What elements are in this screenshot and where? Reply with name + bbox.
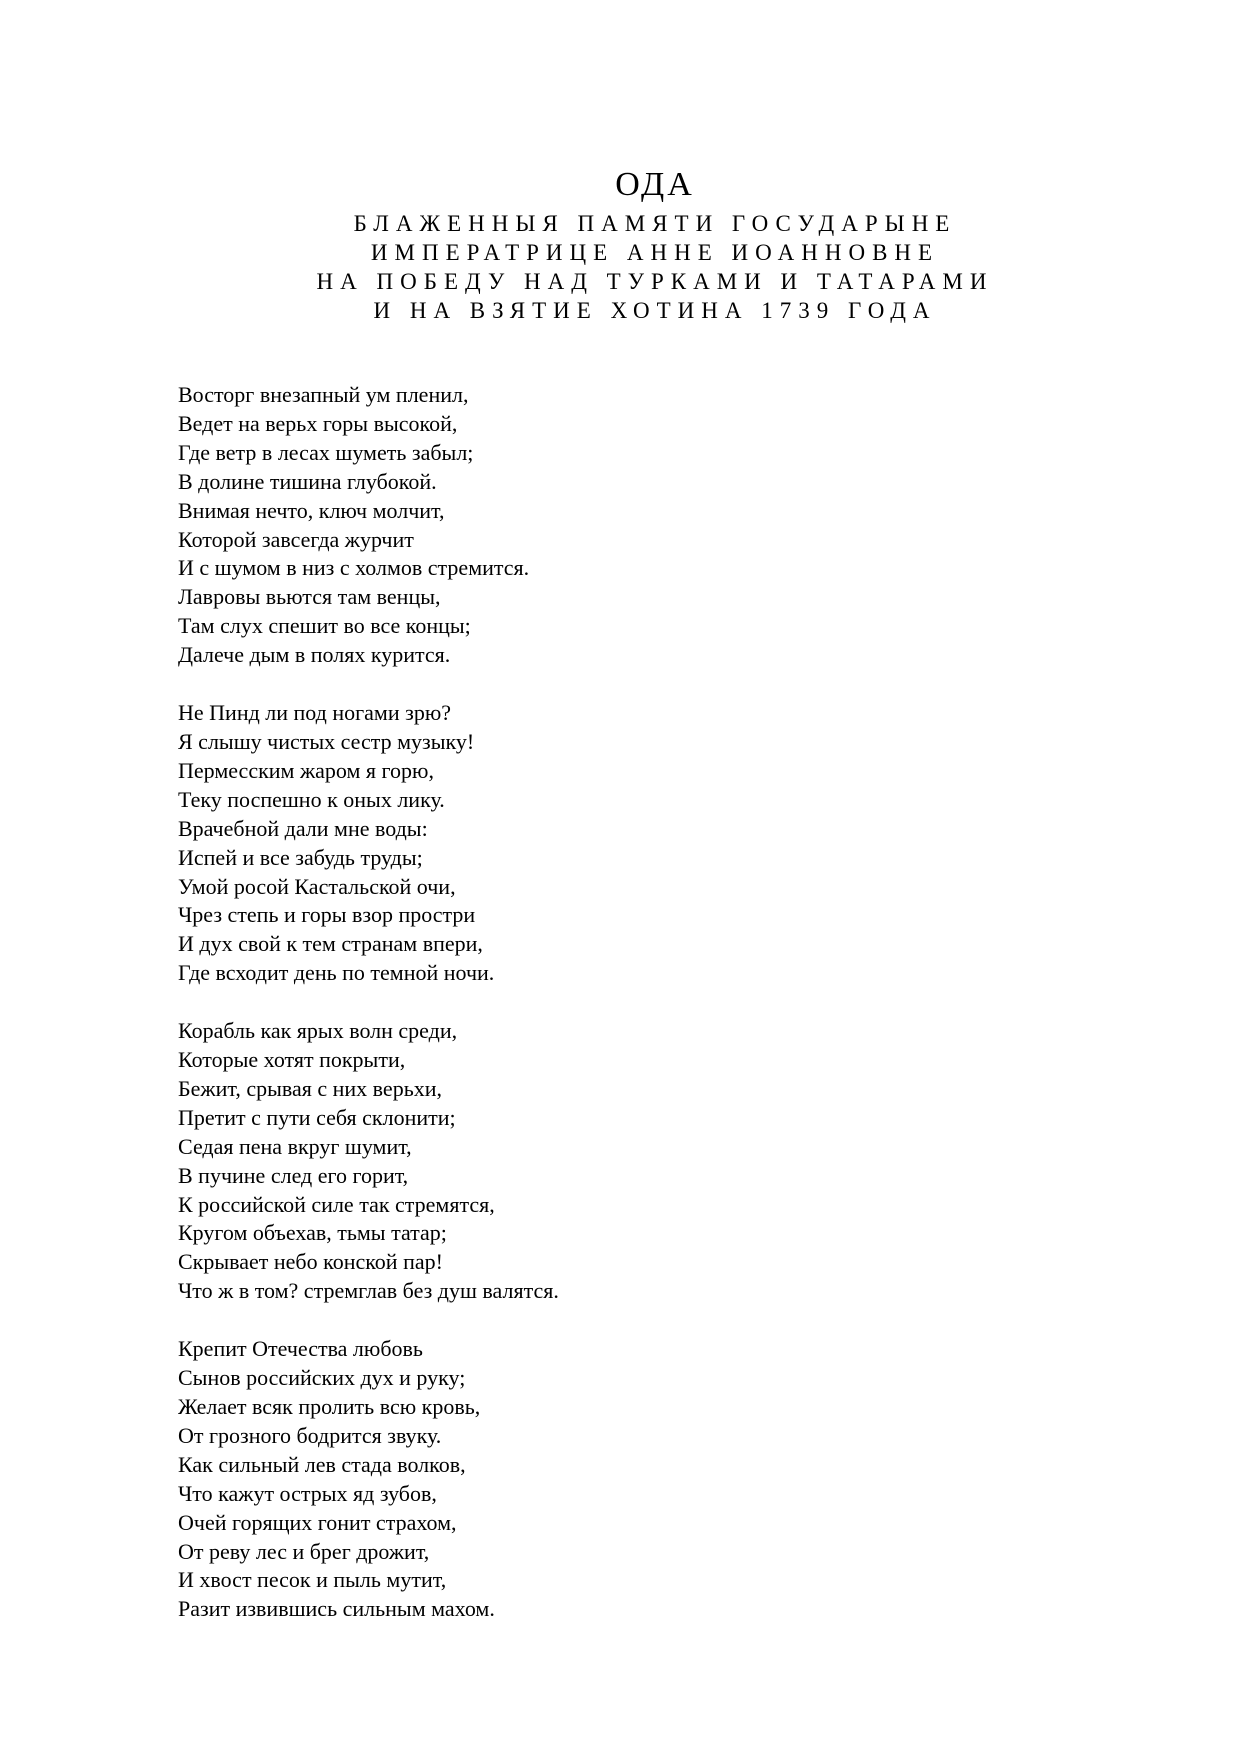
poem-line: Кругом объехав, тьмы татар; <box>178 1220 447 1246</box>
stanza-3 <box>178 1017 1078 1306</box>
poem-line: Ведет на верьх горы высокой, <box>178 410 458 436</box>
poem-line: Далече дым в полях курится. <box>178 642 451 668</box>
page-title: ОДА <box>615 166 695 203</box>
subtitle-line: БЛАЖЕННЫЯ ПАМЯТИ ГОСУДАРЫНЕ <box>353 211 957 236</box>
stanza-2 <box>178 699 1078 988</box>
poem-line: Бежит, срывая с них верьхи, <box>178 1075 442 1101</box>
poem-line: Там слух спешит во все концы; <box>178 613 471 639</box>
poem-line: Не Пинд ли под ногами зрю? <box>178 700 452 726</box>
poem-line: Лавровы вьются там венцы, <box>178 584 441 610</box>
poem-line: Желает всяк пролить всю кровь, <box>178 1394 481 1419</box>
poem-body <box>178 381 1078 1653</box>
poem-line: Чрез степь и горы взор простри <box>178 902 476 928</box>
poem-line: В долине тишина глубокой. <box>178 468 437 494</box>
poem-line: Испей и все забудь труды; <box>178 844 423 870</box>
poem-line: Врачебной дали мне воды: <box>178 815 428 841</box>
subtitle-line: ИМПЕРАТРИЦЕ АННЕ ИОАННОВНЕ <box>370 240 940 265</box>
poem-line: Где всходит день по темной ночи. <box>178 960 495 986</box>
poem-line: Внимая нечто, ключ молчит, <box>178 497 445 523</box>
poem-line: Я слышу чистых сестр музыку! <box>178 728 475 754</box>
poem-line: И хвост песок и пыль мутит, <box>178 1567 447 1593</box>
poem-line: И с шумом в низ с холмов стремится. <box>178 555 530 581</box>
poem-line: От грозного бодрится звуку. <box>178 1422 442 1448</box>
poem-line: Крепит Отечества любовь <box>178 1336 423 1362</box>
poem-line: К российской силе так стремятся, <box>178 1191 495 1217</box>
stanza-4 <box>178 1335 1078 1624</box>
poem-line: Седая пена вкруг шумит, <box>178 1133 412 1159</box>
subtitle-line: И НА ВЗЯТИЕ ХОТИНА 1739 ГОДА <box>373 298 937 323</box>
poem-line: В пучине след его горит, <box>178 1162 409 1188</box>
title-block <box>0 165 1240 325</box>
poem-line: Претит с пути себя склонити; <box>178 1104 456 1130</box>
subtitle-line: НА ПОБЕДУ НАД ТУРКАМИ И ТАТАРАМИ <box>316 269 994 294</box>
poem-line: И дух свой к тем странам впери, <box>178 931 483 957</box>
poem-line: Где ветр в лесах шуметь забыл; <box>178 439 474 465</box>
stanza-1 <box>178 381 1078 670</box>
poem-line: Что кажут острых яд зубов, <box>178 1480 437 1506</box>
poem-line: Скрывает небо конской пар! <box>178 1249 443 1275</box>
poem-line: Очей горящих гонит страхом, <box>178 1509 457 1535</box>
poem-line: От реву лес и брег дрожит, <box>178 1538 430 1564</box>
poem-line: Умой росой Кастальской очи, <box>178 873 456 899</box>
poem-line: Корабль как ярых волн среди, <box>178 1018 458 1044</box>
poem-line: Пермесским жаром я горю, <box>178 757 434 783</box>
poem-line: Которые хотят покрыти, <box>178 1047 406 1073</box>
poem-line: Что ж в том? стремглав без душ валятся. <box>178 1278 559 1304</box>
poem-line: Как сильный лев стада волков, <box>178 1451 466 1477</box>
poem-line: Которой завсегда журчит <box>178 526 414 552</box>
poem-line: Восторг внезапный ум пленил, <box>178 382 469 407</box>
poem-line: Сынов российских дух и руку; <box>178 1365 466 1391</box>
poem-line: Разит извившись сильным махом. <box>178 1596 495 1622</box>
poem-line: Теку поспешно к оных лику. <box>178 786 445 812</box>
